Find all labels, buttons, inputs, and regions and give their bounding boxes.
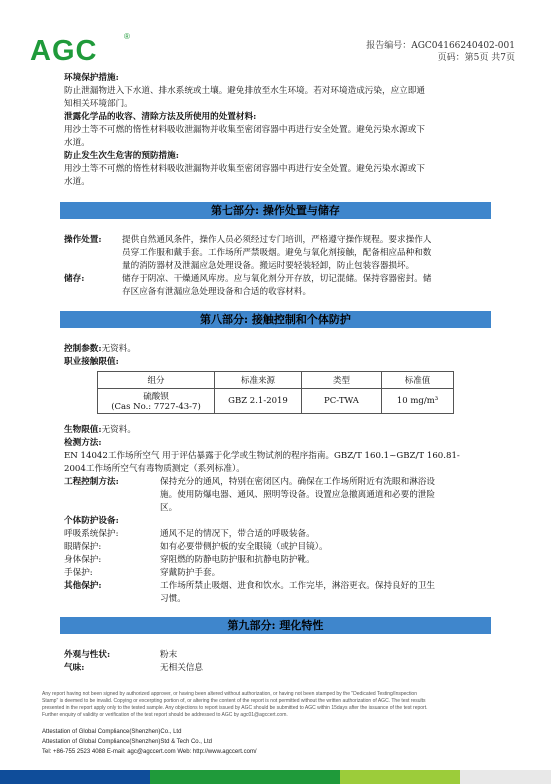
- company-line-2: Attestation of Global Compliance(Shenzhen)Std & Tech Co., Ltd: [42, 739, 212, 745]
- method-line-2: 2004工作场所空气有毒物质测定（系列标准）。: [64, 464, 245, 474]
- table-cell-type: PC-TWA: [302, 389, 382, 414]
- disclaimer-line: presented in the report apply only to the tested sample. Any objections to report issued by AGC should be submitted to AGC within 15days after the issuance of the test report.: [42, 705, 428, 711]
- odor-label: 气味:: [64, 663, 85, 673]
- section9-title: 第九部分: 理化特性: [60, 617, 491, 634]
- footer-stripe-green: [150, 770, 340, 784]
- table-row: [98, 389, 454, 414]
- table-header: 类型: [302, 372, 382, 389]
- footer-stripe-blue: [0, 770, 150, 784]
- other-label: 其他保护:: [64, 581, 102, 591]
- logo-text: AGC: [30, 35, 98, 67]
- table-cell-component: [98, 389, 215, 414]
- control-label: 控制参数:: [64, 344, 102, 354]
- resp-value: 通风不足的情况下，带合适的呼吸装备。: [160, 529, 315, 539]
- company-line-1: Attestation of Global Compliance(Shenzhen)Co., Ltd: [42, 729, 182, 735]
- table-cell-source: GBZ 2.1-2019: [215, 389, 302, 414]
- disclaimer-line: Further enquiry of validity or verification of the test report should be addressed to AGC by agc01@agccert.com.: [42, 712, 288, 718]
- handling-label: 操作处置:: [64, 235, 102, 245]
- occ-limit-label: 职业接触限值:: [64, 357, 119, 367]
- exposure-limit-table: [97, 371, 454, 414]
- table-cell-value: 10 mg/m³: [382, 389, 454, 414]
- odor-value: 无相关信息: [160, 663, 203, 673]
- eye-value: 如有必要带侧护板的安全眼镜（或护目镜）。: [160, 542, 328, 552]
- section6-tail: [64, 72, 494, 189]
- registered-mark: ®: [124, 32, 130, 41]
- section8-body: [64, 424, 494, 606]
- clean-title: 泄露化学品的收容、清除方法及所使用的处置材料:: [64, 112, 257, 122]
- component-name: 硫酸钡: [143, 392, 169, 402]
- report-header: [366, 40, 515, 64]
- table-header-row: [98, 372, 454, 389]
- contact-line: Tel: +86-755 2523 4088 E-mail: agc@agccert.com Web: http://www.agccert.com/: [42, 749, 257, 755]
- page-number: 页码：第5页 共7页: [437, 53, 515, 63]
- handling-line-2: 员穿工作服和戴手套。工作场所严禁吸烟。避免与氧化剂接触，配备相应品种和数: [122, 248, 432, 258]
- agc-logo: [30, 34, 130, 68]
- section8-title: 第八部分: 接触控制和个体防护: [60, 311, 491, 328]
- handling-line-3: 量的消防器材及泄漏应急处理设备。搬运时要轻装轻卸，防止包装容器损坏。: [122, 261, 415, 271]
- env-text-1: 防止泄漏物进入下水道、排水系统或土壤。避免排放至水生环境。若对环境造成污染，应立即通: [64, 86, 425, 96]
- section7-title: 第七部分: 操作处置与储存: [60, 202, 491, 219]
- body-value: 穿阻燃的防静电防护服和抗静电防护靴。: [160, 555, 315, 565]
- footer-disclaimer: [42, 691, 522, 719]
- eng-label: 工程控制方法:: [64, 477, 119, 487]
- clean-text-2: 水道。: [64, 138, 90, 148]
- prevent-text-2: 水道。: [64, 177, 90, 187]
- other-line-1: 工作场所禁止吸烟、进食和饮水。工作完毕，淋浴更衣。保持良好的卫生: [160, 581, 436, 591]
- hand-value: 穿戴防护手套。: [160, 568, 221, 578]
- section9-body: [64, 649, 494, 675]
- hand-label: 手保护:: [64, 568, 93, 578]
- eng-line-1: 保持充分的通风，特别在密闭区内。确保在工作场所附近有洗眼和淋浴设: [160, 477, 436, 487]
- other-line-2: 习惯。: [160, 594, 186, 604]
- ppe-label: 个体防护设备:: [64, 516, 119, 526]
- disclaimer-line: Any report having not been signed by authorized approver, or having been altered without authorization, or having not been stamped by the "Dedicated Testing/Inspection: [42, 691, 417, 697]
- section7-body: [64, 234, 494, 299]
- env-text-2: 知相关环境部门。: [64, 99, 133, 109]
- eng-line-3: 区。: [160, 503, 178, 513]
- footer-stripe-grey: [460, 770, 551, 784]
- env-title: 环境保护措施:: [64, 73, 119, 83]
- storage-label: 储存:: [64, 274, 85, 284]
- bio-label: 生物限值:: [64, 425, 102, 435]
- component-cas: (Cas No.: 7727-43-7): [111, 402, 201, 412]
- prevent-text-1: 用沙土等不可燃的惰性材料吸收泄漏物并收集至密闭容器中再进行安全处置。避免污染水源或下: [64, 164, 425, 174]
- eng-line-2: 施。使用防爆电器、通风、照明等设备。设置应急撤离通道和必要的泄险: [160, 490, 436, 500]
- clean-text-1: 用沙土等不可燃的惰性材料吸收泄漏物并收集至密闭容器中再进行安全处置。避免污染水源或下: [64, 125, 425, 135]
- handling-line-1: 提供自然通风条件，操作人员必须经过专门培训，严格遵守操作规程。要求操作人: [122, 235, 432, 245]
- bio-value: 无资料。: [101, 425, 136, 435]
- footer-company: [42, 727, 257, 757]
- storage-line-1: 储存于阴凉、干燥通风库房。应与氧化剂分开存放，切记混储。保持容器密封。储: [122, 274, 432, 284]
- table-header: 标准值: [382, 372, 454, 389]
- appearance-value: 粉末: [160, 650, 178, 660]
- disclaimer-line: Stamp" is deemed to be invalid. Copying or excerpting portion of, or altering the content of the report is not permitted without the written authorization of AGC. The test results: [42, 698, 426, 704]
- table-header: 标准来源: [215, 372, 302, 389]
- method-line-1: EN 14042工作场所空气 用于评估暴露于化学或生物试剂的程序指南。GBZ/T 160.1~GBZ/T 160.81-: [64, 451, 460, 461]
- report-number: 报告编号：AGC04166240402-001: [366, 41, 515, 51]
- storage-line-2: 存区应备有泄漏应急处理设备和合适的收容材料。: [122, 287, 312, 297]
- table-header: 组分: [98, 372, 215, 389]
- prevent-title: 防止发生次生危害的预防措施:: [64, 151, 179, 161]
- eye-label: 眼睛保护:: [64, 542, 102, 552]
- body-label: 身体保护:: [64, 555, 102, 565]
- appearance-label: 外观与性状:: [64, 650, 111, 660]
- footer-stripe-lime: [340, 770, 460, 784]
- resp-label: 呼吸系统保护:: [64, 529, 119, 539]
- method-label: 检测方法:: [64, 438, 102, 448]
- control-value: 无资料。: [101, 344, 136, 354]
- section8-params: [64, 343, 494, 369]
